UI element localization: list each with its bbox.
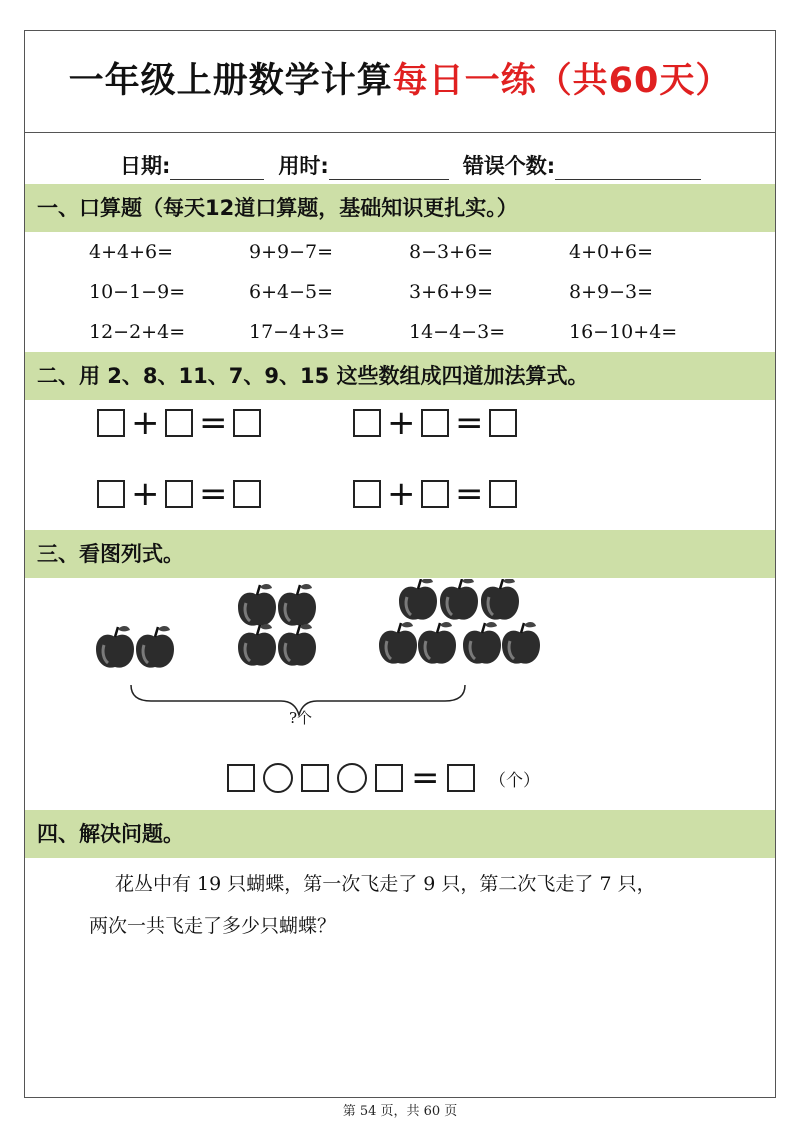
answer-box[interactable] (421, 409, 449, 437)
answer-box[interactable] (301, 764, 329, 792)
equation-row (97, 474, 261, 514)
equals-sign: = (199, 474, 228, 514)
title-main: 一年级上册数学计算 (68, 61, 393, 101)
plus-sign: + (387, 474, 416, 514)
apples-picture (85, 579, 565, 729)
page-title (25, 31, 775, 131)
answer-box[interactable] (233, 480, 261, 508)
answer-box[interactable] (353, 409, 381, 437)
equation-row (97, 403, 261, 443)
apple-icon (379, 622, 417, 664)
oral-problems (89, 236, 729, 348)
problem: 8−3+6= (409, 241, 494, 263)
operator-circle[interactable] (337, 763, 367, 793)
equals-sign: = (455, 474, 484, 514)
picture-equation (227, 758, 540, 798)
problem: 4+4+6= (89, 241, 174, 263)
problem: 8+9−3= (569, 281, 654, 303)
section1-heading: 一、口算题（每天12道口算题，基础知识更扎实。） (25, 184, 775, 232)
apple-icon (136, 626, 174, 668)
problem: 17−4+3= (249, 321, 346, 343)
equals-sign: = (455, 403, 484, 443)
answer-box[interactable] (233, 409, 261, 437)
answer-box[interactable] (447, 764, 475, 792)
problem: 3+6+9= (409, 281, 494, 303)
apple-icon (96, 626, 134, 668)
answer-box[interactable] (97, 409, 125, 437)
apple-icon (481, 579, 519, 620)
apple-icon (440, 579, 478, 620)
section2-heading: 二、用 2、8、11、7、9、15 这些数组成四道加法算式。 (25, 352, 775, 400)
apple-icon (399, 579, 437, 620)
word-problem-line: 花丛中有 19 只蝴蝶，第一次飞走了 9 只，第二次飞走了 7 只， (115, 873, 656, 895)
worksheet (24, 30, 776, 1098)
time-field[interactable] (329, 153, 449, 180)
apple-icon (238, 624, 276, 666)
unit-label: （个） (489, 770, 540, 791)
title-highlight: 每日一练（共60天） (392, 61, 732, 101)
page-footer: 第 54 页，共 60 页 (342, 1104, 458, 1119)
equation-row (353, 474, 517, 514)
section3-heading: 三、看图列式。 (25, 530, 775, 578)
apple-icon (418, 622, 456, 664)
problem: 6+4−5= (249, 281, 334, 303)
problem: 16−10+4= (569, 321, 678, 343)
equals-sign: = (411, 758, 440, 798)
answer-box[interactable] (375, 764, 403, 792)
question-label: ?个 (289, 709, 313, 727)
operator-circle[interactable] (263, 763, 293, 793)
problem: 12−2+4= (89, 321, 186, 343)
plus-sign: + (131, 474, 160, 514)
meta-row (120, 144, 715, 180)
problem: 9+9−7= (249, 241, 334, 263)
section4-heading: 四、解决问题。 (25, 810, 775, 858)
answer-box[interactable] (421, 480, 449, 508)
divider (25, 132, 775, 133)
answer-box[interactable] (489, 480, 517, 508)
answer-box[interactable] (489, 409, 517, 437)
apple-icon (278, 584, 316, 626)
problem: 10−1−9= (89, 281, 186, 303)
date-field[interactable] (170, 153, 264, 180)
date-label: 日期: (120, 154, 171, 178)
apple-icon (502, 622, 540, 664)
equation-row (353, 403, 517, 443)
answer-box[interactable] (97, 480, 125, 508)
word-problem (89, 863, 749, 947)
word-problem-line: 两次一共飞走了多少只蝴蝶？ (89, 915, 337, 937)
answer-box[interactable] (165, 409, 193, 437)
problem: 4+0+6= (569, 241, 654, 263)
plus-sign: + (131, 403, 160, 443)
apple-icon (278, 624, 316, 666)
answer-box[interactable] (353, 480, 381, 508)
answer-box[interactable] (227, 764, 255, 792)
time-label: 用时: (278, 154, 329, 178)
apple-icon (238, 584, 276, 626)
apple-icon (463, 622, 501, 664)
problem: 14−4−3= (409, 321, 506, 343)
plus-sign: + (387, 403, 416, 443)
errors-field[interactable] (555, 153, 701, 180)
equals-sign: = (199, 403, 228, 443)
answer-box[interactable] (165, 480, 193, 508)
errors-label: 错误个数: (462, 154, 556, 178)
